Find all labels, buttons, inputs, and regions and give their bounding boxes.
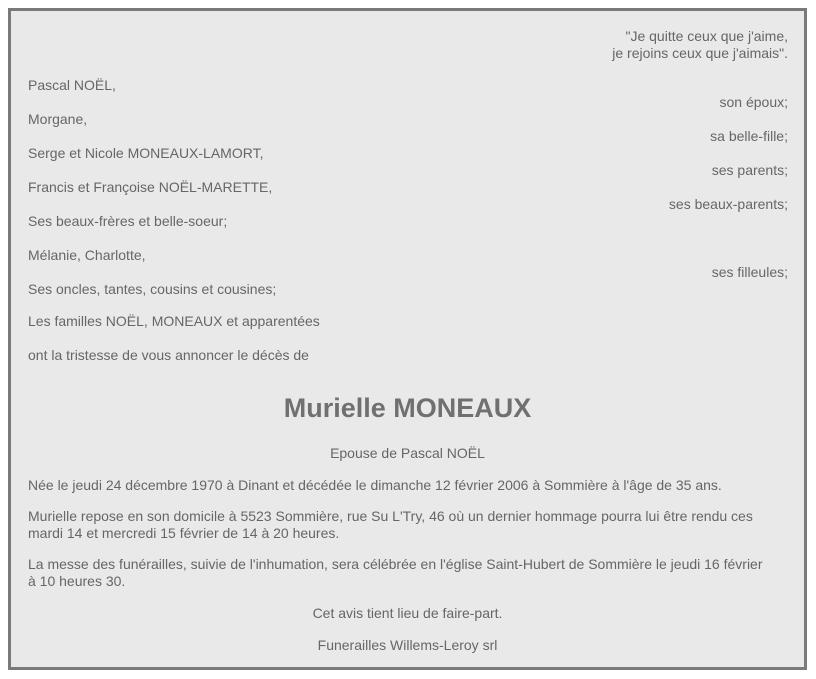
family-entry — [28, 111, 788, 145]
spouse-line: Epouse de Pascal NOËL — [330, 445, 485, 461]
family-name: Serge et Nicole MONEAUX-LAMORT, — [28, 145, 264, 161]
family-entry — [28, 145, 788, 179]
family-role: ses filleules; — [711, 264, 788, 280]
family-entry — [28, 179, 788, 213]
family-role: ses parents; — [711, 162, 788, 178]
family-name: Ses oncles, tantes, cousins et cousines; — [28, 281, 277, 297]
funeral-text: La messe des funérailles, suivie de l'inhumation, sera célébrée en l'église Saint-Hubert de Sommière le jeudi 16 février à 10 heures 30. — [28, 556, 763, 589]
family-entry — [28, 247, 788, 281]
families-line: Les familles NOËL, MONEAUX et apparentées — [28, 313, 320, 329]
repose-text: Murielle repose en son domicile à 5523 Sommière, rue Su L'Try, 46 où un dernier hommage pourra lui être rendu ces mardi 14 et mercredi 15 février de 14 à 20 heures. — [28, 508, 753, 541]
quote-line-2: je rejoins ceux que j'aimais". — [612, 45, 788, 61]
family-name: Pascal NOËL, — [28, 77, 116, 93]
family-name: Mélanie, Charlotte, — [28, 247, 146, 263]
family-entry — [28, 77, 788, 111]
family-entry — [28, 281, 788, 298]
birth-death-text: Née le jeudi 24 décembre 1970 à Dinant et décédée le dimanche 12 février 2006 à Sommière à l'âge de 35 ans. — [28, 477, 722, 493]
family-name: Francis et Françoise NOËL-MARETTE, — [28, 179, 273, 195]
deceased-name: Murielle MONEAUX — [283, 393, 532, 423]
family-name: Ses beaux-frères et belle-soeur; — [28, 213, 228, 229]
notice-line: Cet avis tient lieu de faire-part. — [312, 605, 503, 621]
funeral-home: Funerailles Willems-Leroy srl — [317, 637, 498, 653]
obituary-card — [8, 8, 807, 670]
family-role: son époux; — [719, 94, 788, 110]
family-role: ses beaux-parents; — [668, 196, 788, 212]
quote-line-1: "Je quitte ceux que j'aime, — [625, 28, 788, 44]
epigraph-quote — [612, 28, 788, 62]
family-name: Morgane, — [28, 111, 88, 127]
family-entry — [28, 213, 788, 230]
announce-line: ont la tristesse de vous annoncer le décès de — [28, 347, 309, 363]
family-role: sa belle-fille; — [710, 128, 788, 144]
